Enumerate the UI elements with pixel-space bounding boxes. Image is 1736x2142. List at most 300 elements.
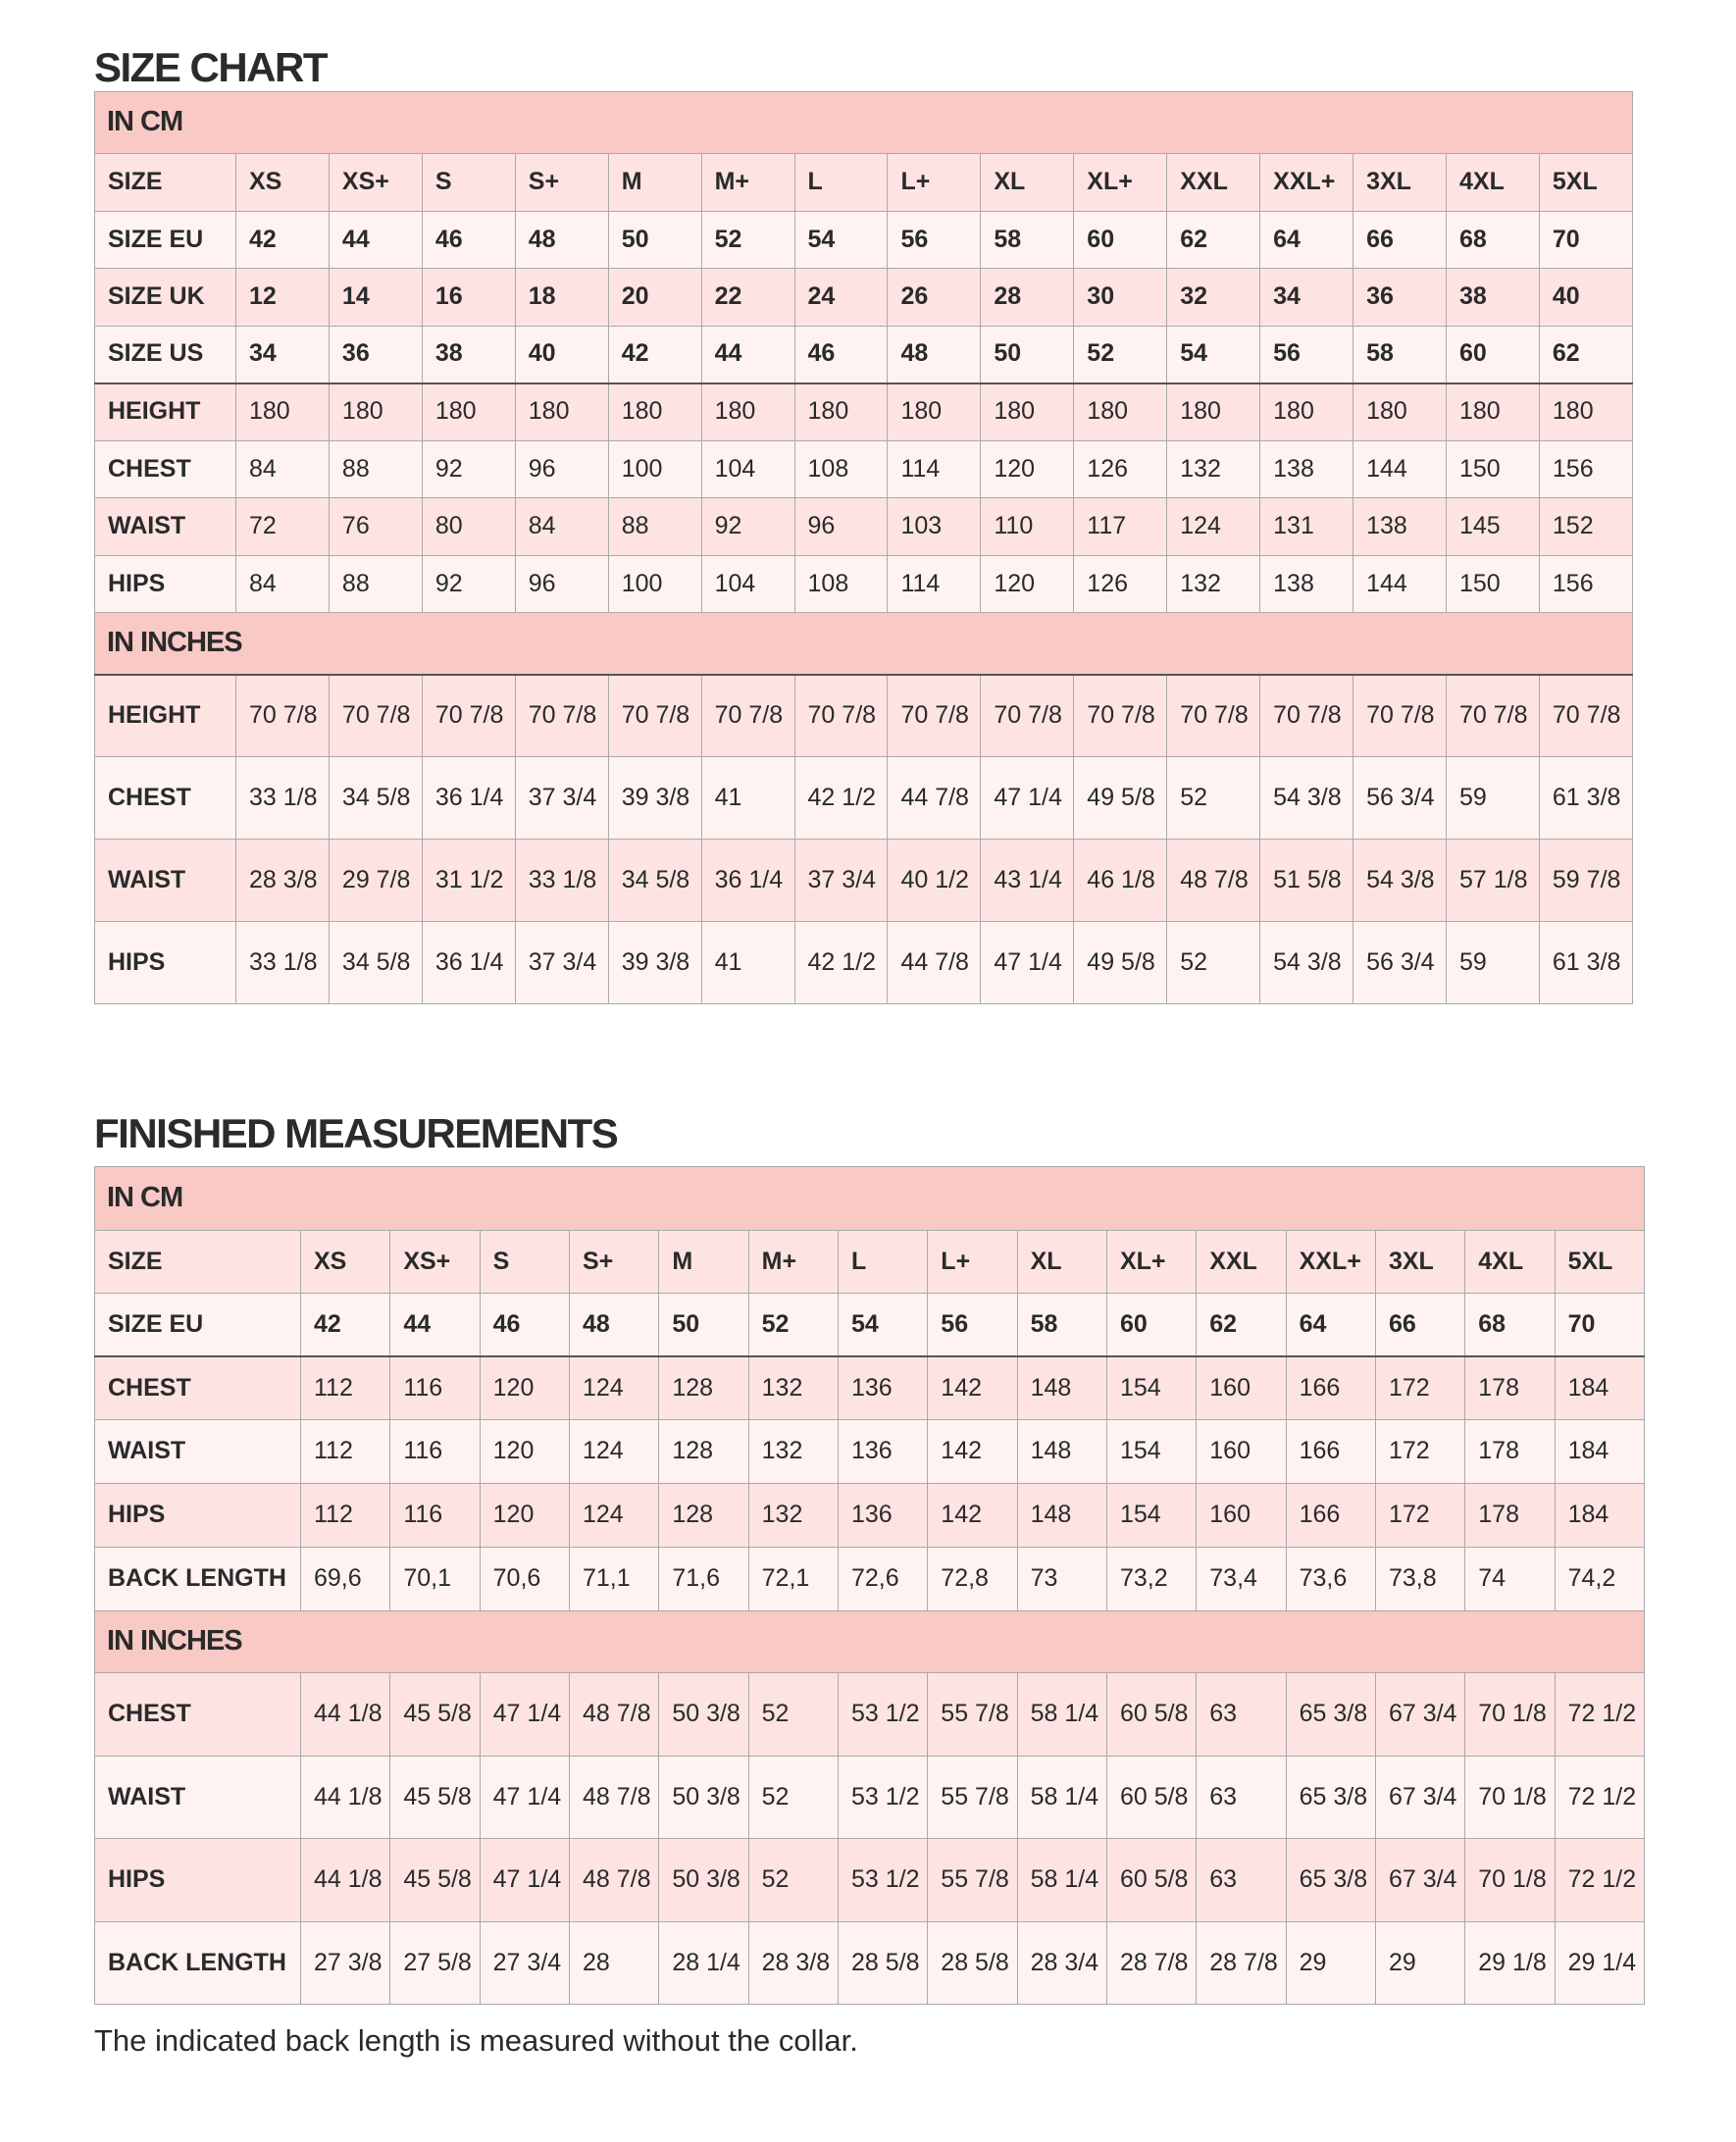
table-cell: 47 1/4 [480, 1839, 569, 1922]
table-cell: 53 1/2 [838, 1839, 927, 1922]
table-row [95, 269, 1633, 327]
table-cell: 70 7/8 [236, 675, 330, 757]
table-cell: L+ [928, 1231, 1017, 1294]
table-cell: 108 [794, 440, 888, 498]
table-cell: 172 [1375, 1356, 1464, 1420]
table-cell: 49 5/8 [1074, 757, 1167, 840]
table-cell: XS+ [390, 1231, 480, 1294]
table-cell: M [608, 154, 701, 212]
table-cell: 33 1/8 [515, 840, 608, 922]
table-cell: 144 [1353, 440, 1447, 498]
table-cell: 172 [1375, 1484, 1464, 1548]
table-cell: 45 5/8 [390, 1839, 480, 1922]
table-cell: XL [981, 154, 1074, 212]
row-label: SIZE [95, 1231, 301, 1294]
table-cell: 112 [301, 1484, 390, 1548]
table-cell: 73 [1017, 1548, 1106, 1611]
table-cell: 34 5/8 [329, 922, 422, 1004]
table-cell: 65 3/8 [1286, 1673, 1375, 1757]
table-cell: 63 [1197, 1673, 1286, 1757]
table-cell: 29 1/4 [1555, 1921, 1645, 2005]
table-row [95, 440, 1633, 498]
table-cell: 62 [1167, 211, 1260, 269]
table-cell: 39 3/8 [608, 922, 701, 1004]
table-cell: 70 7/8 [422, 675, 515, 757]
table-cell: 48 [515, 211, 608, 269]
table-cell: 24 [794, 269, 888, 327]
finished-measurements-title: FINISHED MEASUREMENTS [94, 1110, 618, 1156]
table-cell: XS [236, 154, 330, 212]
table-cell: 70 7/8 [888, 675, 981, 757]
table-cell: 68 [1465, 1294, 1555, 1356]
table-cell: 166 [1286, 1420, 1375, 1484]
table-cell: 70 7/8 [1539, 675, 1632, 757]
table-cell: 44 7/8 [888, 922, 981, 1004]
table-cell: 116 [390, 1356, 480, 1420]
table-row [95, 211, 1633, 269]
table-cell: 27 5/8 [390, 1921, 480, 2005]
table-cell: 70 1/8 [1465, 1673, 1555, 1757]
table-cell: 152 [1539, 498, 1632, 556]
table-row [95, 1921, 1645, 2005]
table-cell: 44 [329, 211, 422, 269]
table-cell: 180 [1260, 383, 1353, 441]
table-cell: 61 3/8 [1539, 922, 1632, 1004]
table-row [95, 383, 1633, 441]
row-label: CHEST [95, 440, 236, 498]
table-cell: 74,2 [1555, 1548, 1645, 1611]
table-cell: 184 [1555, 1420, 1645, 1484]
row-label: BACK LENGTH [95, 1921, 301, 2005]
table-cell: 180 [981, 383, 1074, 441]
table-cell: 52 [748, 1839, 838, 1922]
table-cell: 40 [515, 326, 608, 383]
table-cell: 18 [515, 269, 608, 327]
table-cell: 60 5/8 [1106, 1756, 1196, 1839]
table-cell: 50 [659, 1294, 748, 1356]
row-label: HIPS [95, 922, 236, 1004]
table-cell: 34 [1260, 269, 1353, 327]
table-cell: 36 [1353, 269, 1447, 327]
table-cell: 60 5/8 [1106, 1839, 1196, 1922]
table-cell: 71,6 [659, 1548, 748, 1611]
table-cell: XXL+ [1260, 154, 1353, 212]
table-cell: 4XL [1465, 1231, 1555, 1294]
table-cell: 38 [1446, 269, 1539, 327]
table-cell: 48 7/8 [569, 1839, 658, 1922]
table-cell: 160 [1197, 1484, 1286, 1548]
table-cell: 50 3/8 [659, 1756, 748, 1839]
table-cell: 120 [480, 1484, 569, 1548]
table-cell: 28 7/8 [1197, 1921, 1286, 2005]
table-cell: 67 3/4 [1375, 1839, 1464, 1922]
row-label: CHEST [95, 1356, 301, 1420]
table-cell: 46 [422, 211, 515, 269]
table-cell: 72,8 [928, 1548, 1017, 1611]
table-cell: 53 1/2 [838, 1673, 927, 1757]
row-label: CHEST [95, 1673, 301, 1757]
table-cell: 132 [748, 1420, 838, 1484]
row-label: HIPS [95, 555, 236, 613]
table-cell: 148 [1017, 1356, 1106, 1420]
table-cell: 60 5/8 [1106, 1673, 1196, 1757]
table-row [95, 555, 1633, 613]
table-cell: 42 1/2 [794, 922, 888, 1004]
table-cell: 154 [1106, 1484, 1196, 1548]
table-cell: 180 [608, 383, 701, 441]
table-cell: 52 [1167, 757, 1260, 840]
table-cell: 70 7/8 [515, 675, 608, 757]
table-cell: 114 [888, 440, 981, 498]
table-row [95, 1484, 1645, 1548]
table-cell: 128 [659, 1356, 748, 1420]
table-cell: 142 [928, 1356, 1017, 1420]
row-label: SIZE EU [95, 211, 236, 269]
table-row [95, 1420, 1645, 1484]
table-row [95, 1231, 1645, 1294]
table-cell: 180 [236, 383, 330, 441]
section-header-row [95, 613, 1633, 675]
section-header-row [95, 1611, 1645, 1673]
table-cell: 70 1/8 [1465, 1839, 1555, 1922]
table-cell: 64 [1286, 1294, 1375, 1356]
row-label: WAIST [95, 1420, 301, 1484]
table-cell: 145 [1446, 498, 1539, 556]
table-cell: 110 [981, 498, 1074, 556]
table-cell: 33 1/8 [236, 757, 330, 840]
row-label: WAIST [95, 498, 236, 556]
table-cell: M [659, 1231, 748, 1294]
table-cell: 72 [236, 498, 330, 556]
table-row [95, 1294, 1645, 1356]
table-cell: XXL+ [1286, 1231, 1375, 1294]
table-cell: 166 [1286, 1356, 1375, 1420]
table-cell: 88 [329, 440, 422, 498]
table-cell: 47 1/4 [981, 922, 1074, 1004]
table-cell: 70 7/8 [329, 675, 422, 757]
table-cell: 36 1/4 [701, 840, 794, 922]
table-cell: 132 [1167, 555, 1260, 613]
table-cell: 132 [748, 1484, 838, 1548]
section-header: IN INCHES [95, 1611, 1645, 1673]
table-cell: 128 [659, 1420, 748, 1484]
table-cell: 57 1/8 [1446, 840, 1539, 922]
table-cell: 180 [422, 383, 515, 441]
table-cell: 180 [1446, 383, 1539, 441]
table-cell: 136 [838, 1420, 927, 1484]
section-header: IN INCHES [95, 613, 1633, 675]
table-cell: 52 [1167, 922, 1260, 1004]
table-cell: 156 [1539, 555, 1632, 613]
table-cell: 48 7/8 [569, 1756, 658, 1839]
table-cell: 36 [329, 326, 422, 383]
table-cell: 66 [1375, 1294, 1464, 1356]
table-cell: 55 7/8 [928, 1673, 1017, 1757]
table-cell: 36 1/4 [422, 757, 515, 840]
table-cell: 142 [928, 1484, 1017, 1548]
table-cell: 112 [301, 1420, 390, 1484]
table-cell: 100 [608, 440, 701, 498]
table-cell: 112 [301, 1356, 390, 1420]
table-cell: 131 [1260, 498, 1353, 556]
table-cell: 56 [1260, 326, 1353, 383]
table-cell: XS [301, 1231, 390, 1294]
table-cell: S+ [515, 154, 608, 212]
table-cell: 46 [480, 1294, 569, 1356]
table-cell: 51 5/8 [1260, 840, 1353, 922]
section-header-row [95, 1167, 1645, 1231]
table-cell: 96 [794, 498, 888, 556]
table-cell: 29 [1286, 1921, 1375, 2005]
table-cell: 41 [701, 922, 794, 1004]
table-cell: 52 [748, 1294, 838, 1356]
table-cell: 36 1/4 [422, 922, 515, 1004]
table-cell: 73,4 [1197, 1548, 1286, 1611]
table-cell: 84 [515, 498, 608, 556]
table-cell: 30 [1074, 269, 1167, 327]
table-cell: 116 [390, 1484, 480, 1548]
row-label: SIZE US [95, 326, 236, 383]
table-cell: 103 [888, 498, 981, 556]
table-cell: 61 3/8 [1539, 757, 1632, 840]
table-cell: 54 [794, 211, 888, 269]
table-cell: 49 5/8 [1074, 922, 1167, 1004]
table-cell: 28 1/4 [659, 1921, 748, 2005]
row-label: WAIST [95, 840, 236, 922]
table-cell: 27 3/8 [301, 1921, 390, 2005]
table-cell: 55 7/8 [928, 1839, 1017, 1922]
table-cell: 84 [236, 440, 330, 498]
table-cell: 29 [1375, 1921, 1464, 2005]
table-cell: 80 [422, 498, 515, 556]
table-cell: 60 [1446, 326, 1539, 383]
table-cell: 39 3/8 [608, 757, 701, 840]
table-cell: 56 3/4 [1353, 922, 1447, 1004]
table-cell: S+ [569, 1231, 658, 1294]
table-cell: 28 5/8 [928, 1921, 1017, 2005]
table-row [95, 326, 1633, 383]
table-cell: 44 [390, 1294, 480, 1356]
table-cell: 71,1 [569, 1548, 658, 1611]
table-cell: 40 1/2 [888, 840, 981, 922]
table-cell: 142 [928, 1420, 1017, 1484]
table-cell: S [480, 1231, 569, 1294]
table-cell: 56 3/4 [1353, 757, 1447, 840]
table-cell: 33 1/8 [236, 922, 330, 1004]
table-cell: S [422, 154, 515, 212]
table-cell: 34 5/8 [608, 840, 701, 922]
table-cell: 154 [1106, 1420, 1196, 1484]
table-cell: 67 3/4 [1375, 1756, 1464, 1839]
table-cell: 124 [569, 1420, 658, 1484]
table-cell: XL+ [1074, 154, 1167, 212]
table-cell: 52 [748, 1756, 838, 1839]
table-cell: 180 [888, 383, 981, 441]
table-cell: 41 [701, 757, 794, 840]
table-cell: 150 [1446, 555, 1539, 613]
row-label: HEIGHT [95, 383, 236, 441]
table-cell: 52 [701, 211, 794, 269]
table-cell: 69,6 [301, 1548, 390, 1611]
table-row [95, 840, 1633, 922]
table-cell: 172 [1375, 1420, 1464, 1484]
table-cell: 40 [1539, 269, 1632, 327]
table-row [95, 1673, 1645, 1757]
table-cell: 29 7/8 [329, 840, 422, 922]
table-cell: 92 [701, 498, 794, 556]
table-cell: 63 [1197, 1839, 1286, 1922]
table-cell: 114 [888, 555, 981, 613]
table-cell: 72 1/2 [1555, 1756, 1645, 1839]
table-cell: 52 [1074, 326, 1167, 383]
table-cell: 27 3/4 [480, 1921, 569, 2005]
table-cell: XL [1017, 1231, 1106, 1294]
table-cell: 5XL [1555, 1231, 1645, 1294]
table-row [95, 1839, 1645, 1922]
table-cell: L [838, 1231, 927, 1294]
table-cell: 16 [422, 269, 515, 327]
table-cell: 58 1/4 [1017, 1839, 1106, 1922]
table-cell: 64 [1260, 211, 1353, 269]
table-cell: 124 [569, 1484, 658, 1548]
table-cell: 104 [701, 440, 794, 498]
table-cell: 67 3/4 [1375, 1673, 1464, 1757]
table-cell: 138 [1353, 498, 1447, 556]
table-row [95, 1756, 1645, 1839]
table-cell: 42 [301, 1294, 390, 1356]
table-cell: 14 [329, 269, 422, 327]
table-cell: 76 [329, 498, 422, 556]
table-cell: 48 7/8 [569, 1673, 658, 1757]
table-cell: 156 [1539, 440, 1632, 498]
table-row [95, 154, 1633, 212]
table-cell: 180 [701, 383, 794, 441]
table-cell: 44 [701, 326, 794, 383]
table-cell: 3XL [1375, 1231, 1464, 1294]
table-cell: 70 7/8 [1446, 675, 1539, 757]
table-cell: 58 1/4 [1017, 1756, 1106, 1839]
table-cell: 180 [515, 383, 608, 441]
table-cell: 65 3/8 [1286, 1839, 1375, 1922]
table-cell: XXL [1167, 154, 1260, 212]
table-cell: XL+ [1106, 1231, 1196, 1294]
table-cell: 28 [569, 1921, 658, 2005]
table-cell: 92 [422, 555, 515, 613]
table-cell: 70 7/8 [701, 675, 794, 757]
table-cell: 48 [569, 1294, 658, 1356]
table-cell: 70 7/8 [1260, 675, 1353, 757]
back-length-note: The indicated back length is measured without the collar. [94, 2023, 858, 2058]
finished-measurements-table [94, 1166, 1645, 2005]
table-cell: 72 1/2 [1555, 1673, 1645, 1757]
table-cell: 116 [390, 1420, 480, 1484]
size-chart-table [94, 91, 1633, 1004]
table-cell: 34 [236, 326, 330, 383]
table-cell: 34 5/8 [329, 757, 422, 840]
table-cell: 84 [236, 555, 330, 613]
table-cell: 128 [659, 1484, 748, 1548]
table-cell: 72,1 [748, 1548, 838, 1611]
table-cell: 20 [608, 269, 701, 327]
table-cell: 132 [748, 1356, 838, 1420]
table-cell: 44 1/8 [301, 1673, 390, 1757]
table-cell: 60 [1106, 1294, 1196, 1356]
table-cell: 124 [1167, 498, 1260, 556]
row-label: HIPS [95, 1484, 301, 1548]
table-cell: 58 [1353, 326, 1447, 383]
table-cell: 54 [838, 1294, 927, 1356]
table-cell: 96 [515, 440, 608, 498]
table-row [95, 757, 1633, 840]
table-cell: 132 [1167, 440, 1260, 498]
row-label: SIZE [95, 154, 236, 212]
row-label: SIZE UK [95, 269, 236, 327]
table-cell: 150 [1446, 440, 1539, 498]
table-cell: 28 3/4 [1017, 1921, 1106, 2005]
table-cell: 70 7/8 [1074, 675, 1167, 757]
table-cell: 108 [794, 555, 888, 613]
table-cell: 120 [480, 1420, 569, 1484]
table-cell: 59 [1446, 922, 1539, 1004]
table-cell: 42 [236, 211, 330, 269]
table-cell: 5XL [1539, 154, 1632, 212]
table-cell: 50 [608, 211, 701, 269]
table-cell: 54 3/8 [1260, 922, 1353, 1004]
table-cell: 166 [1286, 1484, 1375, 1548]
table-cell: 120 [981, 440, 1074, 498]
table-cell: 73,6 [1286, 1548, 1375, 1611]
table-cell: 126 [1074, 440, 1167, 498]
table-cell: 148 [1017, 1484, 1106, 1548]
table-cell: 38 [422, 326, 515, 383]
table-cell: 178 [1465, 1420, 1555, 1484]
table-cell: 12 [236, 269, 330, 327]
table-cell: 68 [1446, 211, 1539, 269]
section-header-row [95, 92, 1633, 154]
table-cell: 44 7/8 [888, 757, 981, 840]
table-cell: 65 3/8 [1286, 1756, 1375, 1839]
table-row [95, 922, 1633, 1004]
table-cell: 88 [329, 555, 422, 613]
table-cell: 58 [1017, 1294, 1106, 1356]
table-cell: L [794, 154, 888, 212]
table-cell: 62 [1197, 1294, 1286, 1356]
table-cell: 73,2 [1106, 1548, 1196, 1611]
table-cell: 28 [981, 269, 1074, 327]
table-cell: 117 [1074, 498, 1167, 556]
table-cell: 45 5/8 [390, 1756, 480, 1839]
table-cell: 56 [888, 211, 981, 269]
table-cell: 180 [1539, 383, 1632, 441]
table-cell: 37 3/4 [794, 840, 888, 922]
table-cell: 28 7/8 [1106, 1921, 1196, 2005]
table-cell: XXL [1197, 1231, 1286, 1294]
table-cell: 47 1/4 [480, 1673, 569, 1757]
table-cell: XS+ [329, 154, 422, 212]
table-cell: 126 [1074, 555, 1167, 613]
table-cell: 59 7/8 [1539, 840, 1632, 922]
table-cell: 72,6 [838, 1548, 927, 1611]
table-row [95, 1356, 1645, 1420]
table-cell: 184 [1555, 1356, 1645, 1420]
table-cell: 160 [1197, 1356, 1286, 1420]
table-cell: 70 7/8 [981, 675, 1074, 757]
table-cell: 44 1/8 [301, 1839, 390, 1922]
table-cell: 70 7/8 [1167, 675, 1260, 757]
table-cell: 45 5/8 [390, 1673, 480, 1757]
table-cell: 50 [981, 326, 1074, 383]
table-cell: 54 [1167, 326, 1260, 383]
